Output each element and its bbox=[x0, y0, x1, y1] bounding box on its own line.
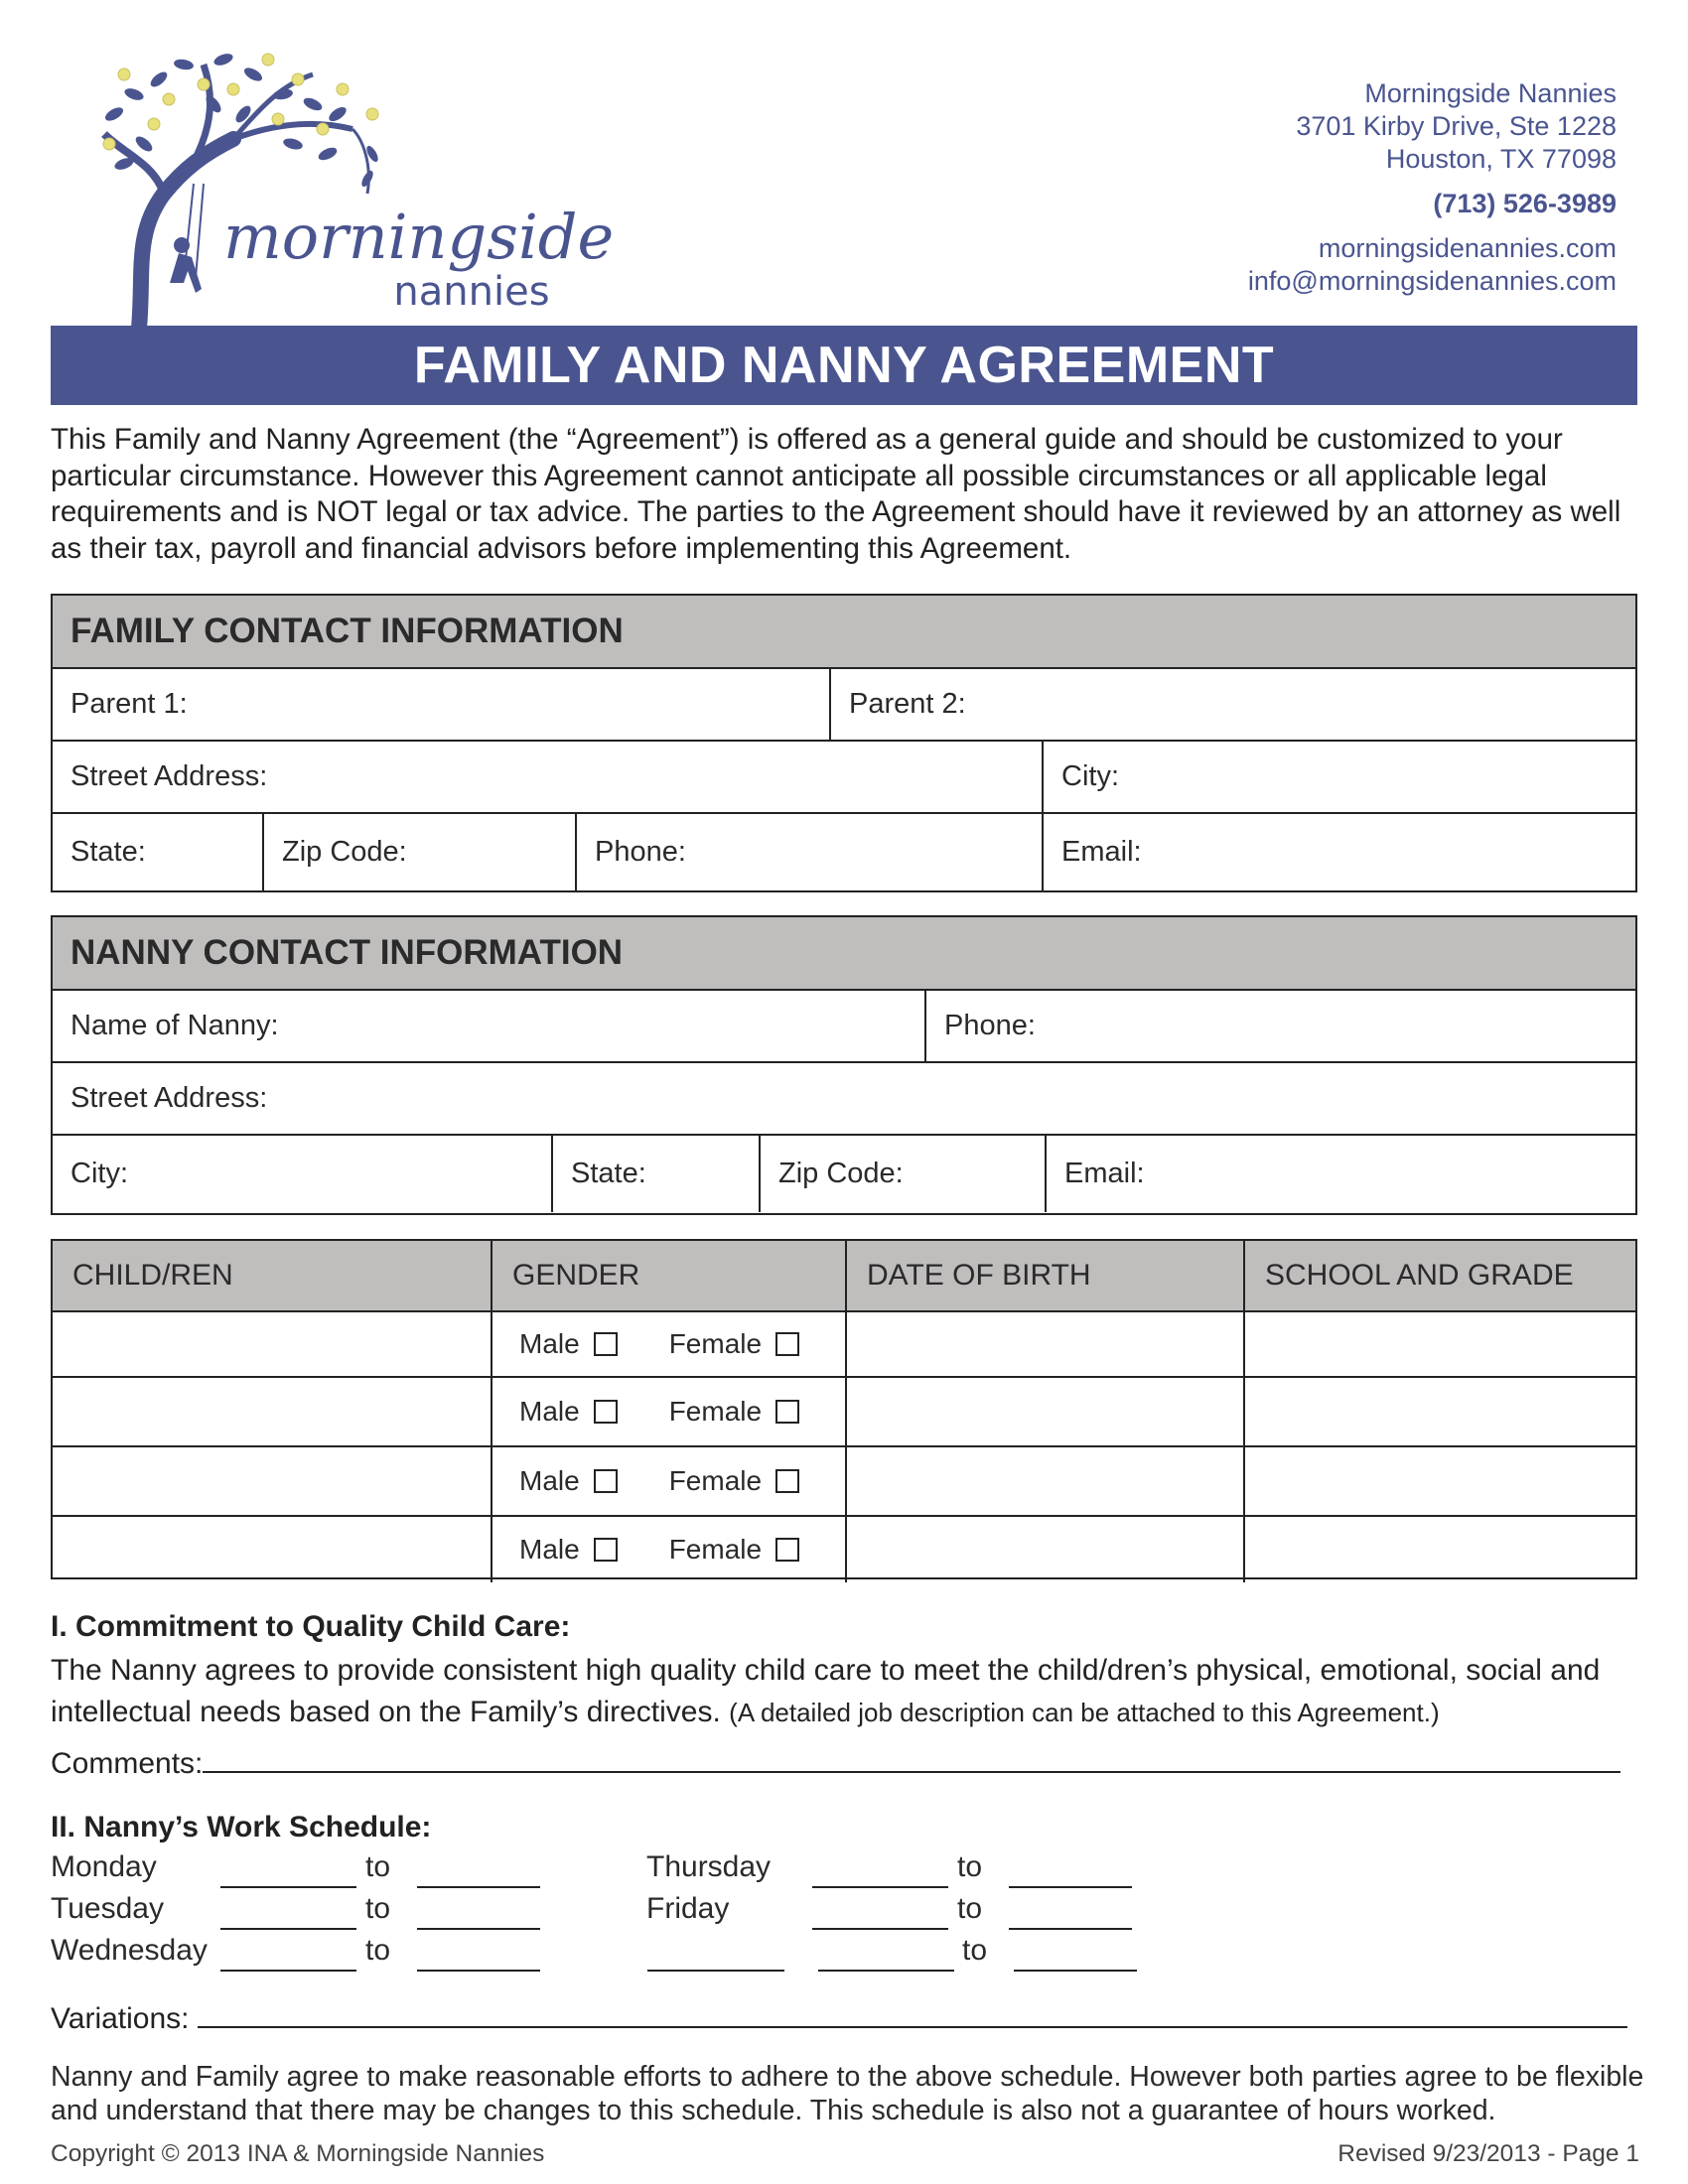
female-checkbox[interactable] bbox=[775, 1538, 799, 1562]
family-contact-section bbox=[51, 594, 1637, 892]
male-checkbox[interactable] bbox=[594, 1332, 618, 1356]
extra-day-blank[interactable] bbox=[647, 1936, 784, 1972]
tree-swing-logo-icon bbox=[84, 45, 680, 333]
extra-start-blank[interactable] bbox=[818, 1936, 954, 1972]
extra-end-blank[interactable] bbox=[1014, 1936, 1137, 1972]
nanny-contact-section bbox=[51, 915, 1637, 1215]
variations-label: Variations: bbox=[51, 2002, 190, 2035]
section2-title: II. Nanny’s Work Schedule: bbox=[51, 1811, 432, 1843]
nanny-state-field[interactable]: State: bbox=[553, 1136, 761, 1212]
nanny-city-field[interactable]: City: bbox=[53, 1136, 553, 1212]
nanny-row-address bbox=[53, 1063, 1635, 1136]
variations-field bbox=[51, 2000, 1627, 2036]
section1-title: I. Commitment to Quality Child Care: bbox=[51, 1610, 571, 1643]
variations-line[interactable] bbox=[198, 2000, 1627, 2028]
schedule-note: Nanny and Family agree to make reasonable efforts to adhere to the above schedule. However both parties agree to be flexible and understand that there may be changes to this schedule. This schedule is also not a guarantee of hours worked. bbox=[51, 2061, 1644, 2126]
table-row bbox=[53, 1312, 1635, 1378]
footer-revision: Revised 9/23/2013 - Page 1 bbox=[1337, 2140, 1639, 2167]
monday-end-blank[interactable] bbox=[417, 1852, 540, 1888]
friday-start-blank[interactable] bbox=[812, 1894, 948, 1930]
col-header-school: SCHOOL AND GRADE bbox=[1265, 1259, 1574, 1292]
tuesday-end-blank[interactable] bbox=[417, 1894, 540, 1930]
nanny-email-field[interactable]: Email: bbox=[1064, 1158, 1145, 1189]
col-header-gender: GENDER bbox=[492, 1241, 847, 1310]
section1-body bbox=[51, 1650, 1649, 1733]
to-label: to bbox=[365, 1892, 391, 1925]
day-thursday: Thursday bbox=[646, 1850, 772, 1883]
family-phone-field[interactable]: Phone: bbox=[577, 814, 1044, 890]
male-label: Male bbox=[519, 1534, 580, 1565]
thursday-end-blank[interactable] bbox=[1009, 1852, 1132, 1888]
nanny-contact-heading: NANNY CONTACT INFORMATION bbox=[53, 917, 1635, 991]
company-address-line1: 3701 Kirby Drive, Ste 1228 bbox=[1296, 111, 1617, 141]
female-checkbox[interactable] bbox=[775, 1469, 799, 1493]
thursday-start-blank[interactable] bbox=[812, 1852, 948, 1888]
intro-paragraph: This Family and Nanny Agreement (the “Agreement”) is offered as a general guide and should be customized to your particular circumstance. However this Agreement cannot anticipate all possible circumstances or all applicable legal requirements and is NOT legal or tax advice. The parties to the Agreement should have it reviewed by an attorney as well as their tax, payroll and financial advisors before implementing this Agreement. bbox=[51, 423, 1621, 565]
family-row-address bbox=[53, 742, 1635, 814]
school-grade-cell[interactable] bbox=[1245, 1312, 1635, 1376]
monday-start-blank[interactable] bbox=[220, 1852, 356, 1888]
day-friday: Friday bbox=[646, 1892, 730, 1925]
nanny-row-details bbox=[53, 1136, 1635, 1212]
female-label: Female bbox=[668, 1465, 763, 1496]
footer-copyright: Copyright © 2013 INA & Morningside Nannies bbox=[51, 2140, 545, 2167]
gender-cell bbox=[492, 1447, 847, 1515]
male-checkbox[interactable] bbox=[594, 1538, 618, 1562]
to-label: to bbox=[365, 1850, 391, 1883]
table-row bbox=[53, 1378, 1635, 1447]
children-table bbox=[51, 1239, 1637, 1579]
female-label: Female bbox=[668, 1328, 763, 1359]
family-contact-heading: FAMILY CONTACT INFORMATION bbox=[53, 596, 1635, 669]
family-email-field[interactable]: Email: bbox=[1061, 836, 1142, 868]
family-row-details bbox=[53, 814, 1635, 890]
company-contact bbox=[1248, 77, 1617, 298]
school-grade-cell[interactable] bbox=[1245, 1378, 1635, 1445]
family-street-field[interactable]: Street Address: bbox=[53, 742, 1044, 812]
family-row-parents bbox=[53, 669, 1635, 742]
comments-line[interactable] bbox=[203, 1745, 1620, 1773]
family-city-field[interactable]: City: bbox=[1061, 760, 1119, 792]
to-label: to bbox=[365, 1934, 391, 1967]
to-label: to bbox=[957, 1850, 983, 1883]
male-checkbox[interactable] bbox=[594, 1400, 618, 1424]
wednesday-end-blank[interactable] bbox=[417, 1936, 540, 1972]
company-logo bbox=[84, 45, 680, 333]
to-label: to bbox=[962, 1934, 988, 1967]
company-name: Morningside Nannies bbox=[1364, 78, 1617, 108]
dob-cell[interactable] bbox=[847, 1378, 1245, 1445]
male-checkbox[interactable] bbox=[594, 1469, 618, 1493]
male-label: Male bbox=[519, 1328, 580, 1359]
company-website[interactable]: morningsidenannies.com bbox=[1318, 233, 1617, 263]
section1-note: (A detailed job description can be attached to this Agreement.) bbox=[729, 1698, 1440, 1727]
logo-word-morningside: morningside bbox=[223, 201, 615, 273]
school-grade-cell[interactable] bbox=[1245, 1447, 1635, 1515]
day-wednesday: Wednesday bbox=[51, 1934, 208, 1967]
table-row bbox=[53, 1447, 1635, 1517]
col-header-children: CHILD/REN bbox=[53, 1241, 492, 1310]
gender-cell bbox=[492, 1517, 847, 1582]
to-label: to bbox=[957, 1892, 983, 1925]
wednesday-start-blank[interactable] bbox=[220, 1936, 356, 1972]
nanny-row-name bbox=[53, 991, 1635, 1063]
col-header-dob: DATE OF BIRTH bbox=[847, 1241, 1245, 1310]
nanny-street-field[interactable]: Street Address: bbox=[70, 1082, 268, 1114]
male-label: Male bbox=[519, 1396, 580, 1427]
female-label: Female bbox=[668, 1534, 763, 1565]
parent2-field[interactable]: Parent 2: bbox=[849, 688, 966, 720]
family-state-field[interactable]: State: bbox=[53, 814, 264, 890]
tuesday-start-blank[interactable] bbox=[220, 1894, 356, 1930]
dob-cell[interactable] bbox=[847, 1312, 1245, 1376]
dob-cell[interactable] bbox=[847, 1517, 1245, 1582]
gender-cell bbox=[492, 1378, 847, 1445]
family-zip-field[interactable]: Zip Code: bbox=[264, 814, 577, 890]
nanny-name-field[interactable]: Name of Nanny: bbox=[53, 991, 926, 1061]
female-checkbox[interactable] bbox=[775, 1332, 799, 1356]
company-email[interactable]: info@morningsidenannies.com bbox=[1247, 266, 1617, 296]
children-table-header bbox=[53, 1241, 1635, 1312]
company-address-line2: Houston, TX 77098 bbox=[1385, 144, 1617, 174]
logo-word-nannies: nannies bbox=[393, 269, 550, 315]
parent1-field[interactable]: Parent 1: bbox=[53, 669, 831, 740]
school-grade-cell[interactable] bbox=[1245, 1517, 1635, 1582]
comments-label: Comments: bbox=[51, 1747, 204, 1780]
company-phone: (713) 526-3989 bbox=[1433, 189, 1617, 218]
child-name-cell[interactable] bbox=[53, 1312, 492, 1376]
nanny-zip-field[interactable]: Zip Code: bbox=[761, 1136, 1047, 1212]
friday-end-blank[interactable] bbox=[1009, 1894, 1132, 1930]
female-label: Female bbox=[668, 1396, 763, 1427]
child-name-cell[interactable] bbox=[53, 1378, 492, 1445]
day-tuesday: Tuesday bbox=[51, 1892, 164, 1925]
female-checkbox[interactable] bbox=[775, 1400, 799, 1424]
nanny-phone-field[interactable]: Phone: bbox=[944, 1010, 1036, 1041]
comments-field bbox=[51, 1745, 1620, 1781]
male-label: Male bbox=[519, 1465, 580, 1496]
gender-cell bbox=[492, 1312, 847, 1376]
child-name-cell[interactable] bbox=[53, 1517, 492, 1582]
document-title: FAMILY AND NANNY AGREEMENT bbox=[51, 326, 1637, 405]
dob-cell[interactable] bbox=[847, 1447, 1245, 1515]
section1-body-text: The Nanny agrees to provide consistent high quality child care to meet the child/dren’s physical, emotional, social and intellectual needs based on the Family’s directives. bbox=[51, 1654, 1601, 1728]
table-row bbox=[53, 1517, 1635, 1582]
day-monday: Monday bbox=[51, 1850, 157, 1883]
child-name-cell[interactable] bbox=[53, 1447, 492, 1515]
